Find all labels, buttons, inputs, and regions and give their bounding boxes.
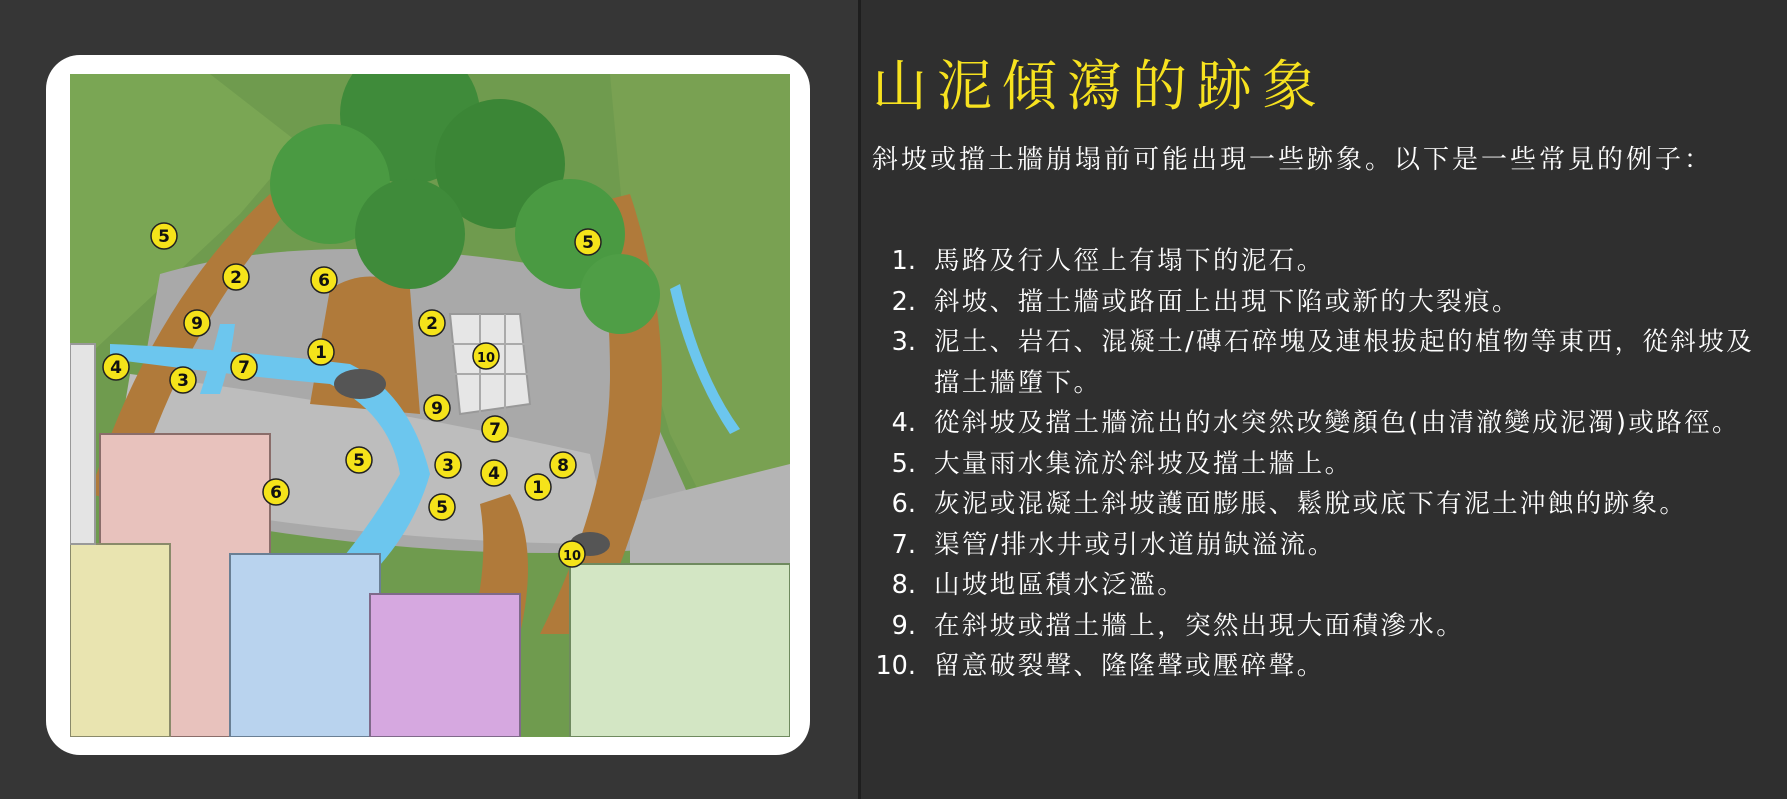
list-item-number: 1 (891, 246, 908, 276)
list-item: 4. 從斜坡及擋土牆流出的水突然改變顏色(由清澈變成泥濁)或路徑。 (891, 408, 1740, 438)
list-item-text: 灰泥或混凝土斜坡護面膨脹、鬆脫或底下有泥土沖蝕的跡象。 (934, 489, 1688, 519)
list-item-text: 大量雨水集流於斜坡及擋土牆上。 (934, 448, 1353, 479)
marker-label: 6 (318, 271, 330, 291)
list-item-text: 泥土、岩石、混凝土/磚石碎塊及連根拔起的植物等東西，從斜坡及擋土牆墮下。 (934, 327, 1755, 398)
list-item-text: 斜坡、擋土牆或路面上出現下陷或新的大裂痕。 (934, 286, 1520, 317)
marker-label: 10 (476, 351, 496, 366)
marker-label: 4 (488, 464, 500, 484)
list-item: 2. 斜坡、擋土牆或路面上出現下陷或新的大裂痕。 (891, 286, 1520, 317)
list-item: 1. 馬路及行人徑上有塌下的泥石。 (891, 246, 1325, 276)
list-item: 6. 灰泥或混凝土斜坡護面膨脹、鬆脫或底下有泥土沖蝕的跡象。 (891, 489, 1688, 519)
marker-label: 5 (158, 227, 170, 247)
marker-label: 5 (353, 451, 365, 471)
list-item: 7. 渠管/排水井或引水道崩缺溢流。 (891, 529, 1336, 560)
page-title: 山泥傾瀉的跡象 (872, 54, 1328, 118)
list-item-text: 馬路及行人徑上有塌下的泥石。 (934, 246, 1325, 276)
list-item-number: 10 (875, 651, 908, 681)
list-item: 8. 山坡地區積水泛濫。 (891, 570, 1186, 600)
list-item: 5. 大量雨水集流於斜坡及擋土牆上。 (891, 448, 1353, 479)
list-item-number: 2 (891, 286, 908, 317)
list-item-number: 6 (891, 489, 908, 519)
list-item-number: 9 (891, 610, 908, 641)
marker-label: 10 (562, 549, 582, 564)
marker-label: 7 (489, 420, 501, 440)
list-item: 10. 留意破裂聲、隆隆聲或壓碎聲。 (875, 651, 1325, 681)
list-item-text: 渠管/排水井或引水道崩缺溢流。 (934, 529, 1336, 560)
marker-label: 7 (238, 358, 250, 378)
marker-label: 1 (315, 343, 327, 363)
list-item: 3. 泥土、岩石、混凝土/磚石碎塊及連根拔起的植物等東西，從斜坡及擋土牆墮下。 (891, 327, 1755, 398)
marker-label: 3 (177, 371, 189, 391)
marker-label: 9 (191, 314, 203, 334)
list-item-number: 8 (891, 570, 908, 600)
list-item-text: 從斜坡及擋土牆流出的水突然改變顏色(由清澈變成泥濁)或路徑。 (934, 408, 1740, 438)
list-item-number: 3 (891, 327, 908, 357)
signs-list (872, 241, 1767, 687)
list-item-text: 在斜坡或擋土牆上，突然出現大面積滲水。 (934, 610, 1465, 641)
marker-label: 1 (532, 478, 544, 498)
list-item-number: 4 (891, 408, 908, 438)
list-item-number: 5 (891, 448, 908, 479)
marker-label: 4 (110, 358, 122, 378)
list-item-text: 留意破裂聲、隆隆聲或壓碎聲。 (934, 651, 1325, 681)
marker-label: 5 (582, 233, 594, 253)
marker-label: 3 (442, 456, 454, 476)
list-item-text: 山坡地區積水泛濫。 (934, 570, 1186, 600)
marker-label: 9 (431, 399, 443, 419)
marker-label: 2 (230, 268, 242, 288)
landslide-illustration (70, 74, 790, 737)
marker-label: 2 (426, 314, 438, 334)
marker-label: 8 (557, 456, 569, 476)
intro-text: 斜坡或擋土牆崩塌前可能出現一些跡象。以下是一些常見的例子： (872, 145, 1714, 175)
list-item-number: 7 (891, 529, 908, 560)
marker-label: 5 (436, 498, 448, 518)
marker-label: 6 (270, 483, 282, 503)
list-item: 9. 在斜坡或擋土牆上，突然出現大面積滲水。 (891, 610, 1465, 641)
